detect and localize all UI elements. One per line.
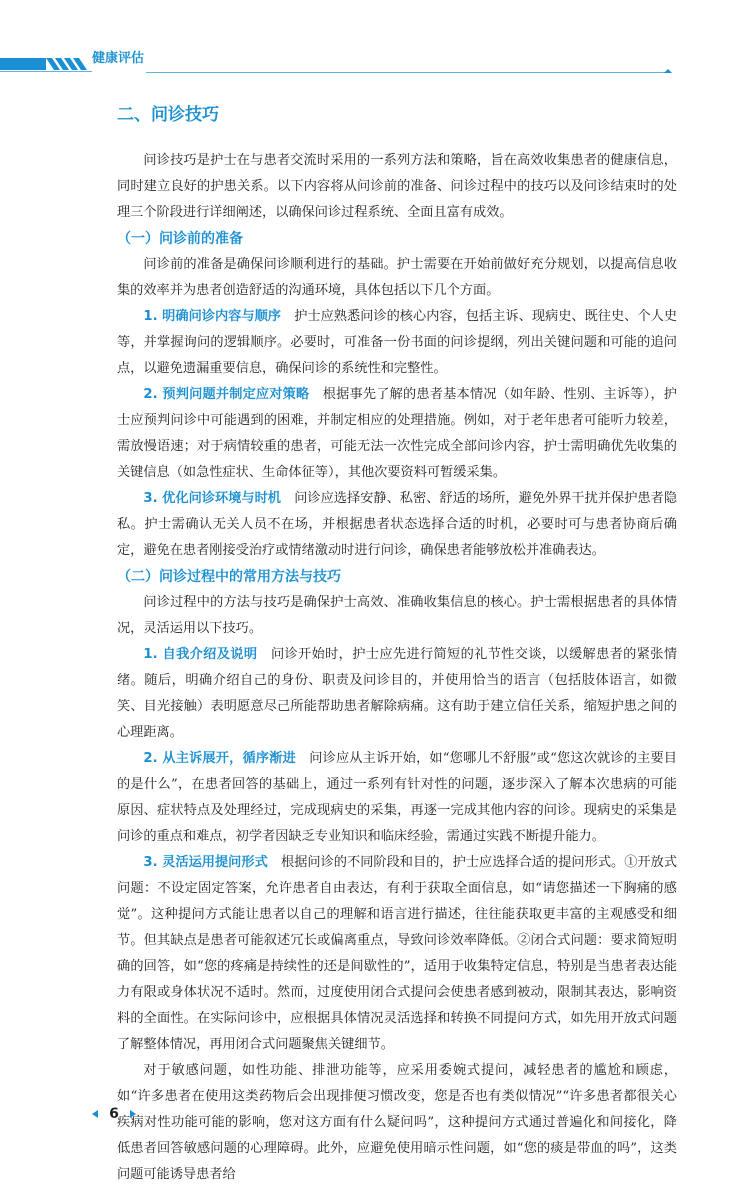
item-text: 根据事先了解的患者基本情况（如年龄、性别、主诉等），护士应预判问诊中可能遇到的困难，并制定相应的处理措施。例如，对于老年患者可能听力较差，需放慢语速；对于病情较重的患者，可能无法一次性完成全部问诊内容，护士需明确优先收集的关键信息（如急性症状、生命体征等），其他次要资料可暂缓采集。 [117, 387, 677, 480]
list-item [117, 642, 677, 746]
running-header [0, 44, 672, 74]
subsection-intro-methods: 问诊过程中的方法与技巧是确保护士高效、准确收集信息的核心。护士需根据患者的具体情况，灵活运用以下技巧。 [117, 595, 677, 636]
item-heading: 2. 预判问题并制定应对策略 [143, 387, 310, 402]
item-text: 问诊开始时，护士应先进行简短的礼节性交谈，以缓解患者的紧张情绪。随后，明确介绍自己的身份、职责及问诊目的，并使用恰当的语言（包括肢体语言，如微笑、目光接触）表明愿意尽己所能帮助患者解除病痛。这有助于建立信任关系，缩短护患之间的心理距离。 [117, 647, 678, 740]
item-text: 护士应熟悉问诊的核心内容，包括主诉、现病史、既往史、个人史等，并掌握询问的逻辑顺序。必要时，可准备一份书面的问诊提纲，列出关键问题和可能的追问点，以避免遗漏重要信息，确保问诊的系统性和完整性。 [117, 309, 678, 376]
subsection-title-methods: （二）问诊过程中的常用方法与技巧 [117, 569, 341, 585]
subsection-intro-preparation: 问诊前的准备是确保问诊顺利进行的基础。护士需要在开始前做好充分规划，以提高信息收集的效率并为患者创造舒适的沟通环境，具体包括以下几个方面。 [117, 257, 677, 298]
page-footer [92, 1103, 136, 1123]
triangle-right-icon [130, 1110, 136, 1118]
closing-paragraph: 对于敏感问题，如性功能、排泄功能等，应采用委婉式提问，减轻患者的尴尬和顾虑，如“许多患者在使用这类药物后会出现排便习惯改变，您是否也有类似情况”“许多患者都很关心疾病对性功能可能的影响，您对这方面有什么疑问吗”，这种提问方式通过普遍化和间接化，降低患者回答敏感问题的心理障碍。此外，应避免使用暗示性问题，如“您的痰是带血的吗”，这类问题可能诱导患者给 [117, 1063, 677, 1182]
subsection-title-preparation: （一）问诊前的准备 [117, 231, 243, 247]
page-body [117, 103, 677, 1188]
item-heading: 2. 从主诉展开，循序渐进 [143, 751, 296, 766]
item-text: 根据问诊的不同阶段和目的，护士应选择合适的提问形式。①开放式问题：不设定固定答案，允许患者自由表达，有利于获取全面信息，如“请您描述一下胸痛的感觉”。这种提问方式能让患者以自己的理解和语言进行描述，往往能获取更丰富的主观感受和细节。但其缺点是患者可能叙述冗长或偏离重点，导致问诊效率降低。②闭合式问题：要求简短明确的回答，如“您的疼痛是持续性的还是间歇性的”，适用于收集特定信息，特别是当患者表达能力有限或身体状况不适时。然而，过度使用闭合式提问会使患者感到被动，限制其表达，影响资料的全面性。在实际问诊中，应根据具体情况灵活选择和转换不同提问方式，如先用开放式问题了解整体情况，再用闭合式问题聚焦关键细节。 [117, 855, 678, 1052]
list-item [117, 746, 677, 850]
item-text: 问诊应从主诉开始，如“您哪儿不舒服”或“您这次就诊的主要目的是什么”，在患者回答的基础上，通过一系列有针对性的问题，逐步深入了解本次患病的可能原因、症状特点及处理经过，完成现病史的采集，再逐一完成其他内容的问诊。现病史的采集是问诊的重点和难点，初学者因缺乏专业知识和临床经验，需通过实践不断提升能力。 [117, 751, 677, 844]
item-heading: 1. 明确问诊内容与顺序 [143, 309, 281, 324]
list-item [117, 850, 677, 1058]
page-number: 6 [109, 1105, 119, 1122]
list-item [117, 486, 677, 564]
header-title: 健康评估 [92, 51, 145, 66]
list-item [117, 382, 677, 486]
section-intro: 问诊技巧是护士在与患者交流时采用的一系列方法和策略，旨在高效收集患者的健康信息，同时建立良好的护患关系。以下内容将从问诊前的准备、问诊过程中的技巧以及问诊结束时的处理三个阶段进行详细阐述，以确保问诊过程系统、全面且富有成效。 [117, 153, 677, 220]
item-text: 问诊应选择安静、私密、舒适的场所，避免外界干扰并保护患者隐私。护士需确认无关人员不在场，并根据患者状态选择合适的时机，必要时可与患者协商后确定，避免在患者刚接受治疗或情绪激动时进行问诊，确保患者能够放松并准确表达。 [117, 491, 678, 558]
section-title: 二、问诊技巧 [117, 105, 219, 125]
header-rule-marker [664, 69, 672, 73]
item-heading: 3. 灵活运用提问形式 [143, 855, 268, 870]
triangle-left-icon [92, 1110, 98, 1118]
list-item [117, 304, 677, 382]
header-rule [146, 72, 666, 73]
item-heading: 3. 优化问诊环境与时机 [143, 491, 281, 506]
item-heading: 1. 自我介绍及说明 [143, 647, 258, 662]
header-stripes-decoration [0, 44, 92, 74]
